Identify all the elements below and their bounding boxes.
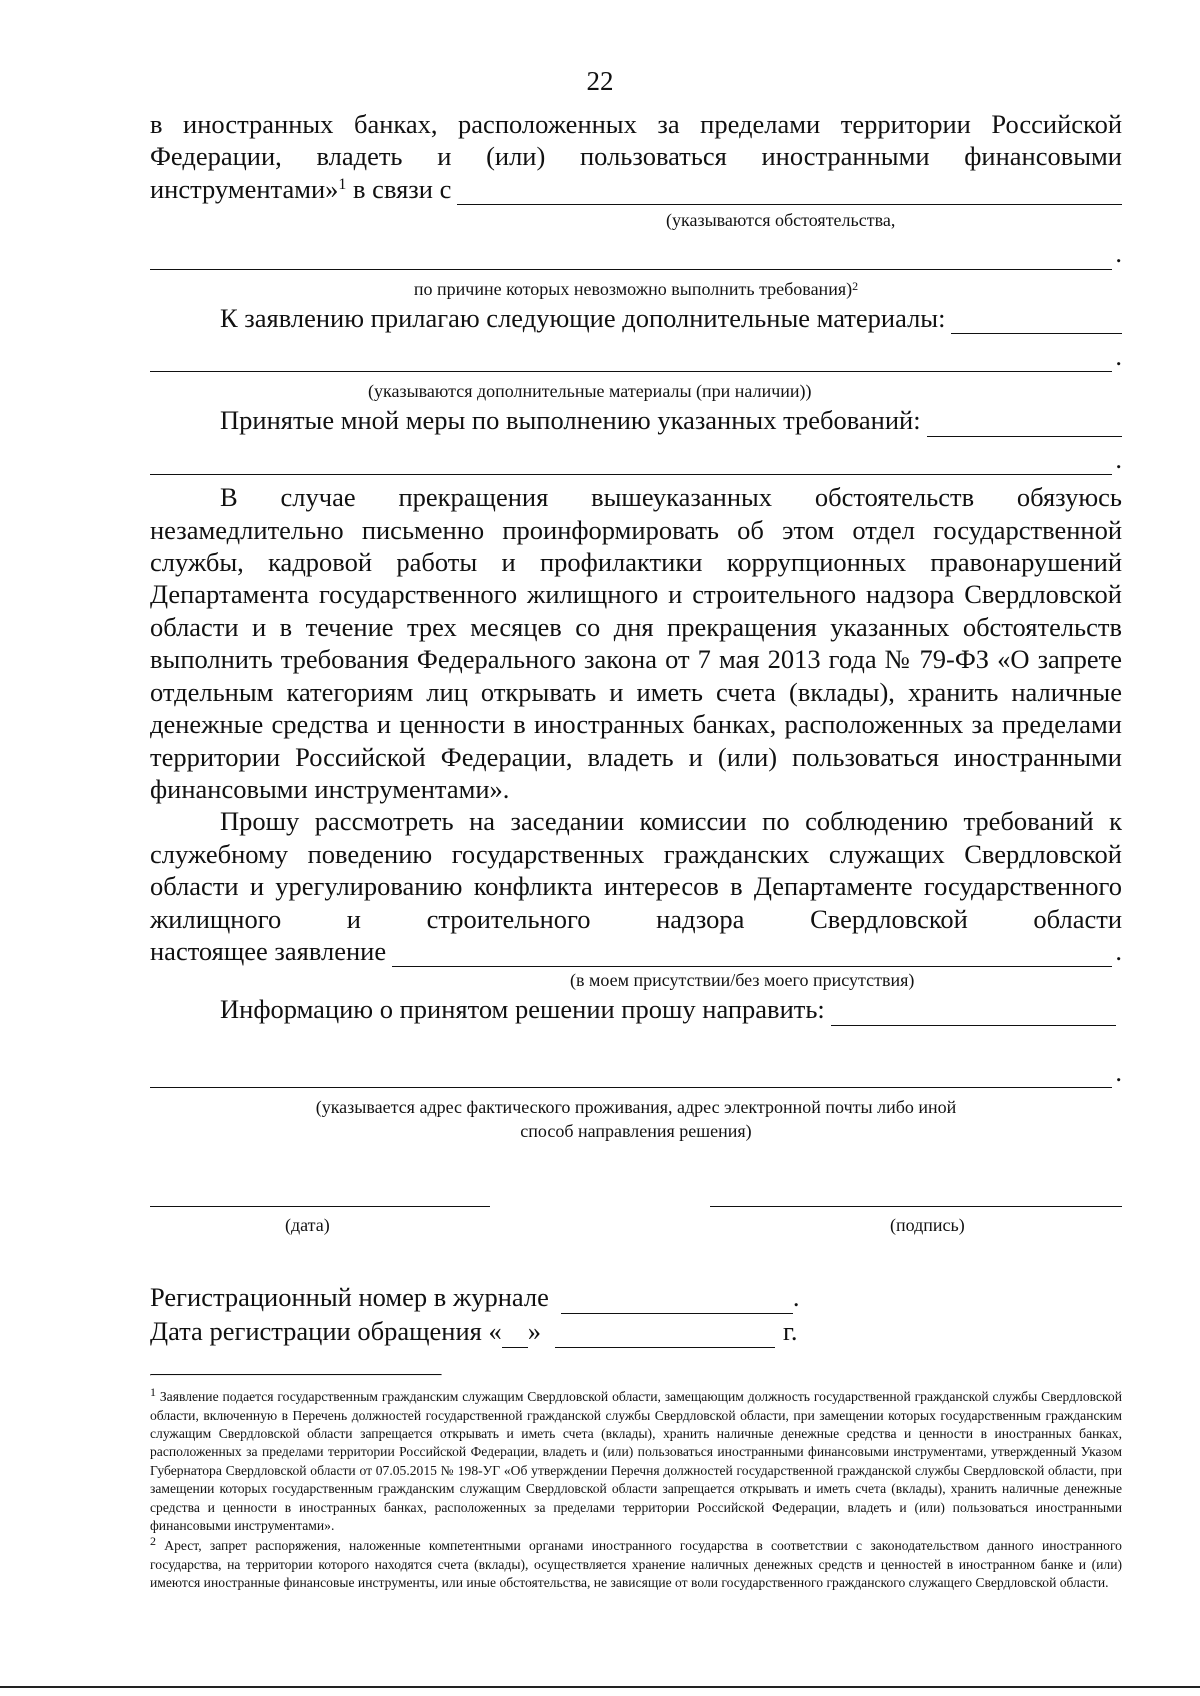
presence-field[interactable] bbox=[392, 942, 1112, 967]
info-label: Информацию о принятом решении прошу направить: bbox=[220, 994, 825, 1025]
registration-year-suffix: г. bbox=[782, 1316, 798, 1347]
circumstances-hint: (указываются обстоятельства, bbox=[666, 210, 896, 231]
intro-line-3-start: инструментами» bbox=[150, 173, 339, 204]
footnote-1: $^1$ Заявление подается государственным гражданским служащим Свердловской области, замещающим должность государственной гражданской службы Свердловской области, включенную в Перечень должностей государственной гражданской службы Свердловской области, при замещении которых государственным гражданским служащим Свердловской области запрещается открывать и иметь счета (вклады), хранить наличные денежные средства и ценности в иностранных банках, расположенных за пределами территории Российской Федерации, владеть и (или) пользоваться иностранными финансовыми инструментами, утвержденный Указом Губернатора Свердловской области от 07.05.2015 № 198-УГ «Об утверждении Перечня должностей государственной гражданской службы Свердловской области, при замещении которых государственным гражданским служащим Свердловской области запрещается открывать и иметь счета (вклады), хранить наличные денежные средства и ценности в иностранных банках, расположенных за пределами территории Российской Федерации, владеть и (или) пользоваться иностранными финансовыми инструментами». bbox=[150, 1385, 1122, 1533]
attachments-field-2[interactable] bbox=[150, 347, 1112, 372]
circumstances-hint-2: по причине которых невозможно выполнить требования)$^2$ bbox=[413, 278, 859, 299]
registration-number-label: Регистрационный номер в журнале bbox=[150, 1282, 549, 1313]
circumstances-field-2[interactable] bbox=[150, 245, 1112, 270]
registration-date-line: Дата регистрации обращения « » г. bbox=[150, 1316, 798, 1347]
info-field[interactable] bbox=[831, 1001, 1116, 1026]
attachments-hint: (указываются дополнительные материалы (при наличии)) bbox=[368, 381, 812, 402]
circumstances-line-2: . bbox=[150, 237, 1122, 269]
date-field[interactable] bbox=[150, 1186, 490, 1207]
info-field-2[interactable] bbox=[150, 1063, 1112, 1088]
attachments-label: К заявлению прилагаю следующие дополнительные материалы: bbox=[220, 302, 946, 333]
scan-bottom-edge bbox=[0, 1686, 1200, 1688]
info-hint-2: способ направления решения) bbox=[520, 1121, 752, 1142]
registration-date-label: Дата регистрации обращения « bbox=[150, 1316, 502, 1347]
registration-number-line: Регистрационный номер в журнале . bbox=[150, 1282, 800, 1313]
measures-label: Принятые мной меры по выполнению указанных требований: bbox=[220, 405, 921, 436]
signature-label: (подпись) bbox=[890, 1215, 965, 1236]
measures-line bbox=[150, 404, 1122, 436]
circumstances-field[interactable] bbox=[457, 180, 1122, 205]
footnote-2: $^2$ Арест, запрет распоряжения, наложенные компетентными органами иностранного государства в соответствии с законодательством данного иностранного государства, на территории которого находятся счета (вклады), осуществляется хранение наличных денежных средств и ценностей в иностранном банке и (или) имеются иностранные финансовые инструменты, или иные обстоятельства, не зависящие от воли государственного гражданского служащего Свердловской области. bbox=[150, 1534, 1122, 1591]
document-body bbox=[150, 108, 1122, 1593]
intro-line-2: Федерации, владеть и (или) пользоваться иностранными финансовыми bbox=[150, 141, 1122, 172]
request-tail: настоящее заявление bbox=[150, 935, 387, 966]
measures-line-2: . bbox=[150, 443, 1122, 475]
attachments-line bbox=[150, 302, 1122, 334]
footnote-ref-2: 2 bbox=[852, 278, 859, 293]
request-presence-line: настоящее заявление . bbox=[150, 935, 1122, 966]
measures-field-2[interactable] bbox=[150, 450, 1112, 475]
request-paragraph: Прошу рассмотреть на заседании комиссии по соблюдению требований к служебному поведению государственных гражданских служащих Свердловской области и урегулированию конфликта интересов в Департаменте государственного жилищного и строительного надзора Свердловской области bbox=[150, 806, 1122, 934]
measures-field[interactable] bbox=[927, 412, 1122, 437]
attachments-field[interactable] bbox=[951, 309, 1122, 334]
intro-line-3-end: в связи с bbox=[346, 173, 452, 204]
attachments-line-2: . bbox=[150, 340, 1122, 372]
info-line-2: . bbox=[150, 1056, 1122, 1088]
footnotes bbox=[150, 1374, 1122, 1592]
obligation-paragraph: В случае прекращения вышеуказанных обстоятельств обязуюсь незамедлительно письменно проинформировать об этом отдел государственной службы, кадровой работы и профилактики коррупционных правонарушений Департамента государственного жилищного и строительного надзора Свердловской области и в течение трех месяцев со дня прекращения указанных обстоятельств выполнить требования Федерального закона от 7 мая 2013 года № 79-ФЗ «О запрете отдельным категориям лиц открывать и иметь счета (вклады), хранить наличные денежные средства и ценности в иностранных банках, расположенных за пределами территории Российской Федерации, владеть и (или) пользоваться иностранными финансовыми инструментами». bbox=[150, 482, 1122, 804]
registration-number-field[interactable] bbox=[561, 1289, 793, 1314]
page-number: 22 bbox=[586, 66, 614, 96]
signature-row bbox=[150, 1186, 1122, 1246]
signature-field[interactable] bbox=[710, 1186, 1122, 1207]
circumstances-line bbox=[150, 173, 1122, 205]
presence-hint: (в моем присутствии/без моего присутствия) bbox=[570, 970, 915, 991]
date-label: (дата) bbox=[285, 1215, 330, 1236]
info-line bbox=[150, 993, 1116, 1025]
footnote-ref-1: 1 bbox=[338, 175, 347, 193]
footnote-separator bbox=[150, 1374, 442, 1376]
info-hint-1: (указывается адрес фактического проживания, адрес электронной почты либо иной bbox=[315, 1097, 957, 1118]
registration-month-field[interactable] bbox=[555, 1323, 775, 1348]
registration-day-field[interactable] bbox=[502, 1323, 528, 1348]
intro-line-1: в иностранных банках, расположенных за пределами территории Российской bbox=[150, 109, 1122, 139]
